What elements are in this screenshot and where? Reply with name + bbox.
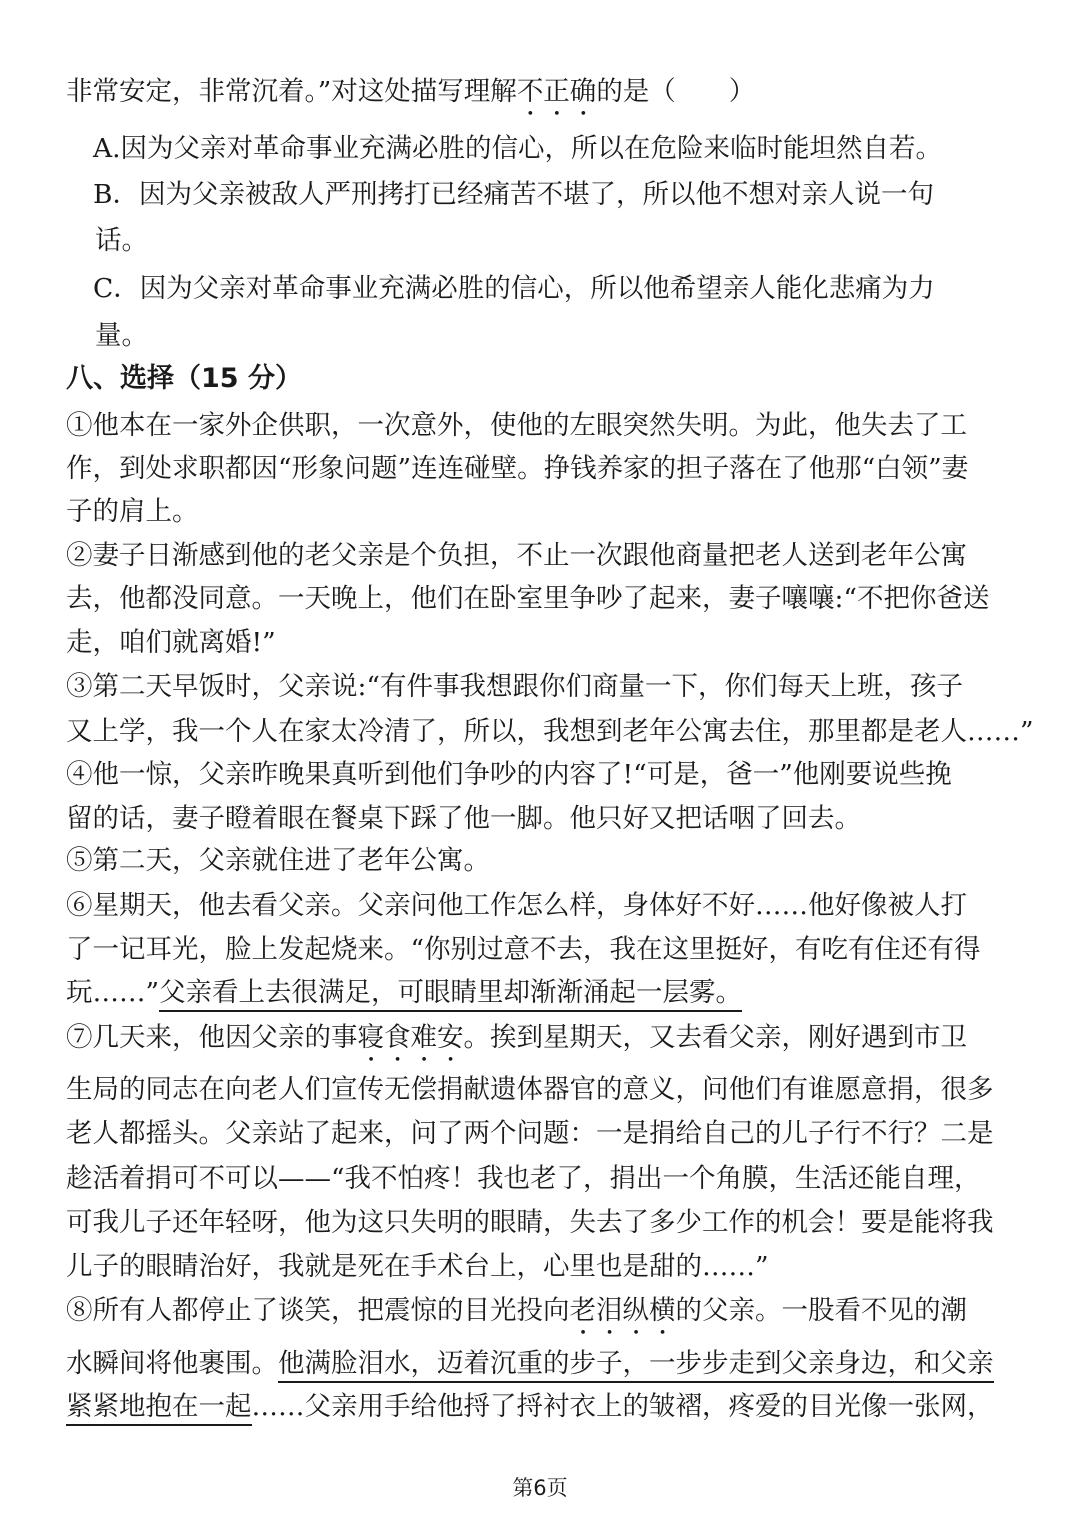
- passage-p8-line3-text: ……父亲用手给他捋了捋衬衣上的皱褶，疼爱的目光像一张网，: [251, 1391, 994, 1422]
- passage-p8-text-a: ⑧所有人都停止了谈笑，把震惊的目光投向: [66, 1295, 570, 1326]
- passage-p2-line3: 走，咱们就离婚!”: [66, 627, 276, 658]
- option-a: A.因为父亲对革命事业充满必胜的信心，所以在危险来临时能坦然自若。: [93, 133, 943, 164]
- emphasized-words: 老泪纵横: [569, 1295, 676, 1326]
- passage-p1-line3: 子的肩上。: [66, 496, 199, 527]
- passage-p7-line6: 儿子的眼睛治好，我就是死在手术台上，心里也是甜的……”: [66, 1251, 769, 1282]
- passage-p7-line5: 可我儿子还年轻呀，他为这只失明的眼睛，失去了多少工作的机会！要是能将我: [66, 1207, 994, 1238]
- section-heading: 八、选择（15 分）: [66, 363, 302, 394]
- passage-p6-line2: 了一记耳光，脸上发起烧来。“你别过意不去，我在这里挺好，有吃有住还有得: [66, 934, 981, 965]
- passage-p7-text-b: 。挨到星期天，又去看父亲，刚好遇到市卫: [463, 1022, 967, 1053]
- passage-p4-line1: ④他一惊，父亲昨晚果真听到他们争吵的内容了!“可是，爸一”他刚要说些挽: [66, 759, 952, 790]
- passage-p3-line1: ③第二天早饭时，父亲说:“有件事我想跟你们商量一下，你们每天上班，孩子: [66, 671, 963, 702]
- passage-p2-line1: ②妻子日渐感到他的老父亲是个负担，不止一次跟他商量把老人送到老年公寓: [66, 540, 967, 571]
- underlined-sentence: 父亲看上去很满足，可眼睛里却渐渐涌起一层雾。: [159, 977, 742, 1012]
- passage-p8-text-b: 的父亲。一股看不见的潮: [675, 1295, 967, 1326]
- underlined-sentence-end: 紧紧地抱在一起: [66, 1391, 252, 1426]
- passage-p8-line1: [66, 1293, 967, 1341]
- passage-p7-line1: [66, 1020, 967, 1068]
- passage-p7-line3: 老人都摇头。父亲站了起来，问了两个问题：一是捐给自己的儿子行不行？二是: [66, 1118, 994, 1149]
- passage-p6-line1: ⑥星期天，他去看父亲。父亲问他工作怎么样，身体好不好……他好像被人打: [66, 890, 967, 921]
- passage-p7-line4: 趁活着捐可不可以——“我不怕疼！我也老了，捐出一个角膜，生活还能自理，: [66, 1163, 981, 1194]
- passage-p3-line2: 又上学，我一个人在家太冷清了，所以，我想到老年公寓去住，那里都是老人……”: [66, 716, 1034, 747]
- passage-p1-line2: 作，到处求职都因“形象问题”连连碰壁。挣钱养家的担子落在了他那“白领”妻: [66, 453, 969, 484]
- passage-p7-text-a: ⑦几天来，他因父亲的事: [66, 1022, 358, 1053]
- emphasized-words: 不正确: [516, 76, 597, 107]
- question-stem-line: [66, 74, 755, 122]
- passage-p2-line2: 去，他都没同意。一天晚上，他们在卧室里争吵了起来，妻子嚷嚷:“不把你爸送: [66, 583, 990, 614]
- option-b-line1: B．因为父亲被敌人严刑拷打已经痛苦不堪了，所以他不想对亲人说一句: [93, 179, 934, 210]
- option-c-line1: C．因为父亲对革命事业充满必胜的信心，所以他希望亲人能化悲痛为力: [93, 273, 935, 304]
- passage-p6-line3: [66, 975, 742, 1011]
- question-stem-text: 非常安定，非常沉着。”对这处描写理解: [66, 76, 517, 107]
- passage-p1-line1: ①他本在一家外企供职，一次意外，使他的左眼突然失明。为此，他失去了工: [66, 410, 967, 441]
- emphasized-words: 寝食难安: [357, 1022, 464, 1053]
- underlined-sentence: 他满脸泪水，迈着沉重的步子，一步步走到父亲身边，和父亲: [278, 1348, 994, 1383]
- passage-p6-line3-text: 玩……”: [66, 977, 160, 1008]
- passage-p8-line3: [66, 1389, 994, 1425]
- option-b-line2: 话。: [95, 225, 148, 256]
- passage-p4-line2: 留的话，妻子瞪着眼在餐桌下踩了他一脚。他只好又把话咽了回去。: [66, 803, 861, 834]
- question-stem-text-end: 的是（ ）: [596, 76, 756, 107]
- page-number: 第6页: [512, 1476, 568, 1500]
- passage-p8-line2-text: 水瞬间将他裹围。: [66, 1348, 278, 1379]
- passage-p5-line1: ⑤第二天，父亲就住进了老年公寓。: [66, 845, 490, 876]
- passage-p7-line2: 生局的同志在向老人们宣传无偿捐献遗体器官的意义，问他们有谁愿意捐，很多: [66, 1074, 994, 1105]
- option-c-line2: 量。: [95, 320, 148, 351]
- passage-p8-line2: [66, 1346, 994, 1382]
